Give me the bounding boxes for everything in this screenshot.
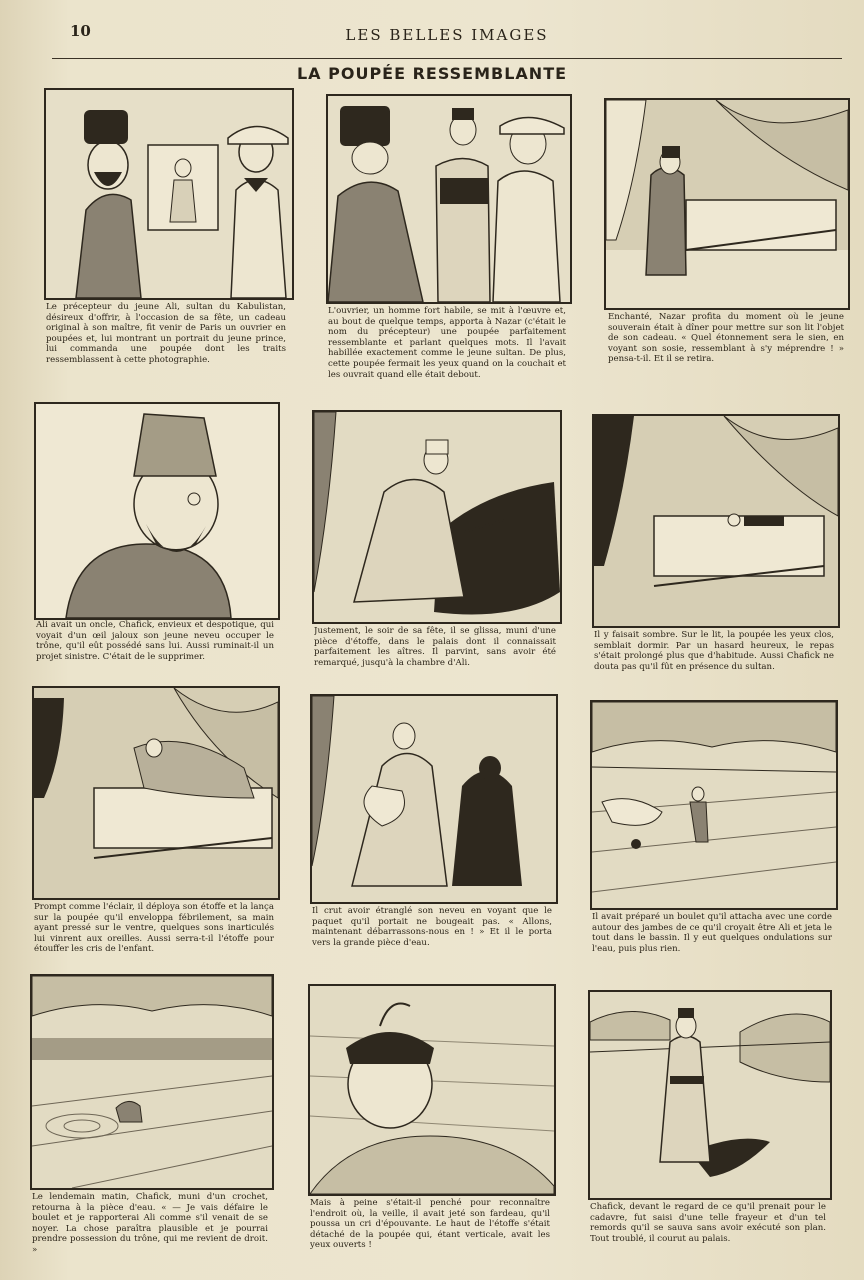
caption-3: Enchanté, Nazar profita du moment où le jeune souverain était à dîner pour mettre sur son lit l'objet de son cadeau. « Quel étonnement sera le sien, en voyant son sosie, ressemblant à s'y méprendre ! » pensa-t-il. Et il se retira.: [608, 312, 844, 365]
story-title: LA POUPÉE RESSEMBLANTE: [296, 64, 568, 83]
page-header: [52, 22, 842, 59]
caption-7: Prompt comme l'éclair, il déploya son étoffe et la lança sur la poupée qu'il enveloppa fébrilement, sa main ayant pressé sur le ventre, quelques sons inarticulés lui vinrent aux oreilles. Aussi serra-t-il l'étoffe pour étouffer les cris de l'enfant.: [34, 902, 274, 955]
panel-4-illustration: [36, 404, 278, 618]
panel-4: [34, 402, 280, 620]
panel-1-illustration: [46, 90, 292, 298]
panel-3: [604, 98, 850, 310]
journal-title: LES BELLES IMAGES: [345, 26, 549, 44]
panel-12: [588, 990, 832, 1200]
caption-4: Ali avait un oncle, Chafick, envieux et despotique, qui voyait d'un œil jaloux son jeune neveu occuper le trône, qu'il eût possédé sans lui. Aussi ruminait-il un projet sinistre. C'était de le supprimer.: [36, 620, 274, 662]
panel-7-illustration: [34, 688, 278, 898]
panel-9: [590, 700, 838, 910]
panel-10: [30, 974, 274, 1190]
caption-9: Il avait préparé un boulet qu'il attacha avec une corde autour des jambes de ce qu'il croyait être Ali et jeta le tout dans le bassin. Il y eut quelques ondulations sur l'eau, puis plus rien.: [592, 912, 832, 954]
panel-11: [308, 984, 556, 1196]
panel-5-illustration: [314, 412, 560, 622]
panel-10-illustration: [32, 976, 272, 1188]
page-number: 10: [70, 22, 91, 40]
caption-1: Le précepteur du jeune Ali, sultan du Kabulistan, désireux d'offrir, à l'occasion de sa fête, un cadeau original à son maître, fit venir de Paris un ouvrier en poupées et, lui montrant un portrait du jeune prince, lui commanda une poupée dont les traits ressemblassent à cette photographie.: [46, 302, 286, 365]
panel-8-illustration: [312, 696, 556, 902]
caption-10: Le lendemain matin, Chafick, muni d'un crochet, retourna à la pièce d'eau. « — Je vais défaire le boulet et je rapporterai Ali comme s'il venait de se noyer. La chose paraîtra plausible et je pourrai prendre possession du trône, qui me revient de droit. »: [32, 1192, 268, 1255]
panel-8: [310, 694, 558, 904]
caption-5: Justement, le soir de sa fête, il se glissa, muni d'une pièce d'étoffe, dans le palais dont il connaissait parfaitement les aîtres. Il parvint, sans avoir été remarqué, jusqu'à la chambre d'Ali.: [314, 626, 556, 668]
panel-6-illustration: [594, 416, 838, 626]
panel-2-illustration: [328, 96, 570, 302]
caption-12: Chafick, devant le regard de ce qu'il prenait pour le cadavre, fut saisi d'une telle frayeur et d'un tel remords qu'il se sauva sans avoir exécuté son plan. Tout troublé, il courut au palais.: [590, 1202, 826, 1244]
panel-1: [44, 88, 294, 300]
caption-8: Il crut avoir étranglé son neveu en voyant que le paquet qu'il portait ne bougeait pas. « Allons, maintenant débarrassons-nous en ! » Et il le porta vers la grande pièce d'eau.: [312, 906, 552, 948]
panel-3-illustration: [606, 100, 848, 308]
panel-11-illustration: [310, 986, 554, 1194]
panel-7: [32, 686, 280, 900]
caption-11: Mais à peine s'était-il penché pour reconnaître l'endroit où, la veille, il avait jeté son fardeau, qu'il poussa un cri d'épouvante. Le haut de l'étoffe s'était détaché de la poupée qui, étant verticale, avait les yeux ouverts !: [310, 1198, 550, 1251]
panel-6: [592, 414, 840, 628]
caption-6: Il y faisait sombre. Sur le lit, la poupée les yeux clos, semblait dormir. Par un hasard heureux, le repas s'était prolongé plus que d'habitude. Aussi Chafick ne douta pas qu'il fût en présence du sultan.: [594, 630, 834, 672]
panel-5: [312, 410, 562, 624]
panel-2: [326, 94, 572, 304]
panel-12-illustration: [590, 992, 830, 1198]
caption-2: L'ouvrier, un homme fort habile, se mit à l'œuvre et, au bout de quelque temps, apporta à Nazar (c'était le nom du précepteur) une poupée parfaitement ressemblante et parlant quelques mots. Il l'avait habillée exactement comme le jeune sultan. De plus, cette poupée fermait les yeux quand on la couchait et les ouvrait quand elle était debout.: [328, 306, 566, 380]
panel-9-illustration: [592, 702, 836, 908]
